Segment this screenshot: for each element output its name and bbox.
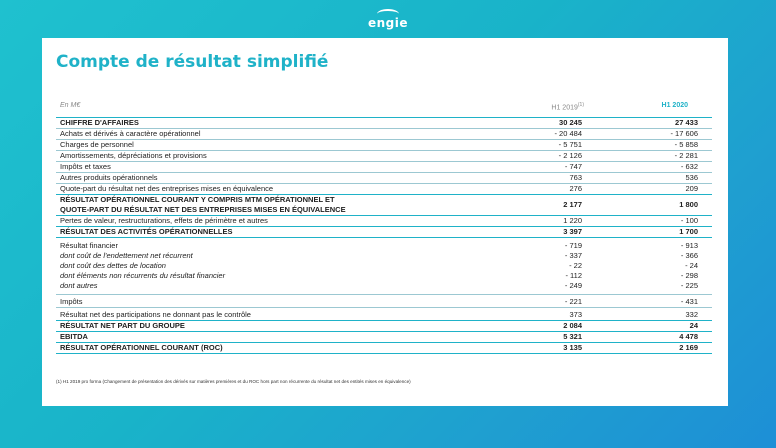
slide-card (42, 38, 728, 406)
table-row-financial-result: Résultat financier dont coût de l'endettement net récurrent dont coût des dettes de location dont éléments non récurrents du résultat financier dont autres - 719 - 337 - 22 - 112 - 249 - 913 - 366 - 24 - 298 - 225 (56, 238, 712, 295)
table-row: EBITDA 5 321 4 478 (56, 332, 712, 343)
table-row: CHIFFRE D'AFFAIRES 30 245 27 433 (56, 118, 712, 129)
table-row: Autres produits opérationnels 763 536 (56, 173, 712, 184)
table-row: Pertes de valeur, restructurations, effets de périmètre et autres 1 220 - 100 (56, 216, 712, 227)
income-statement-table (56, 117, 712, 354)
table-row: RÉSULTAT OPÉRATIONNEL COURANT (ROC) 3 135 2 169 (56, 343, 712, 354)
page-title: Compte de résultat simplifié (56, 52, 329, 72)
table-row: RÉSULTAT NET PART DU GROUPE 2 084 24 (56, 321, 712, 332)
table-row: Impôts et taxes - 747 - 632 (56, 162, 712, 173)
column-header-h1-2020: H1 2020 (661, 102, 688, 109)
table-row: Amortissements, dépréciations et provisions - 2 126 - 2 281 (56, 151, 712, 162)
unit-label: En M€ (60, 102, 81, 109)
table-row: Charges de personnel - 5 751 - 5 858 (56, 140, 712, 151)
footnote: (1) H1 2019 pro forma (Changement de présentation des dérivés sur matières premières et du ROC hors part non récurrente du résultat net des entités mises en équivalence) (56, 379, 411, 384)
table-row: Quote-part du résultat net des entreprises mises en équivalence 276 209 (56, 184, 712, 195)
table-row: RÉSULTAT DES ACTIVITÉS OPÉRATIONNELLES 3 397 1 700 (56, 227, 712, 238)
table-row: RÉSULTAT OPÉRATIONNEL COURANT Y COMPRIS MTM OPÉRATIONNEL ET QUOTE-PART DU RÉSULTAT NET DES ENTREPRISES MISES EN ÉQUIVALENCE 2 177 1 800 (56, 195, 712, 216)
column-header-h1-2019: H1 2019$^{(1)}$ (551, 102, 584, 112)
engie-logo: engie (367, 16, 409, 30)
table-row: Résultat net des participations ne donnant pas le contrôle 373 332 (56, 308, 712, 321)
table-row: Impôts - 221 - 431 (56, 295, 712, 308)
table-row: Achats et dérivés à caractère opérationnel - 20 484 - 17 606 (56, 129, 712, 140)
